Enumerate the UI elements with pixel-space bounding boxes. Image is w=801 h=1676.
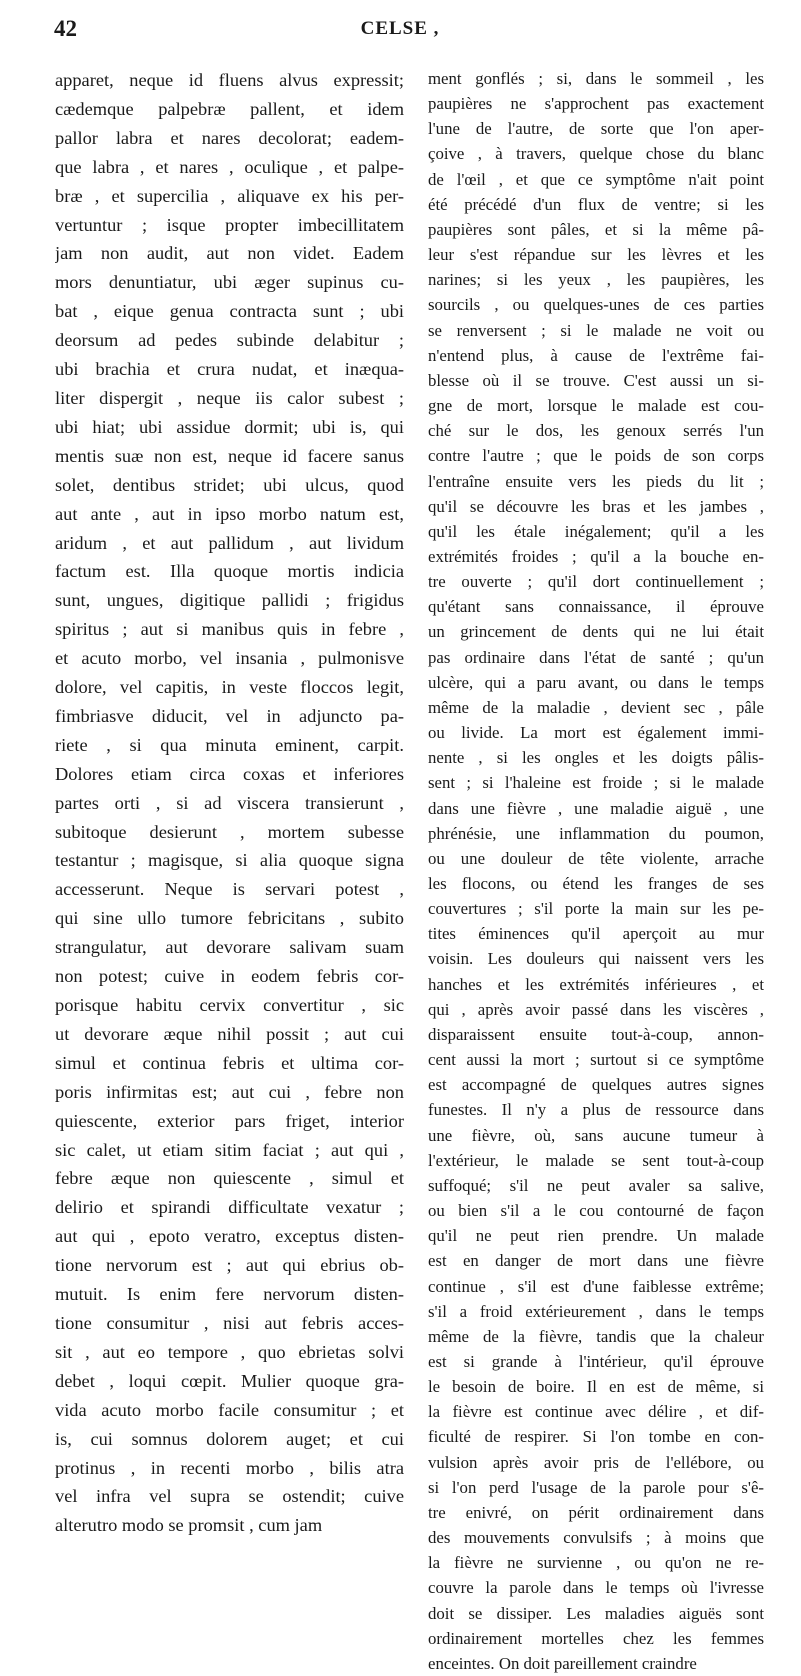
text-line: ut devorare æque nihil possit ; aut cui <box>55 1023 404 1044</box>
text-line: testantur ; magisque, si alia quoque signa <box>55 850 404 871</box>
french-text-column <box>428 66 764 1676</box>
text-line: bat , eique genua contracta sunt ; ubi <box>55 301 404 322</box>
text-line: de l'œil , et que ce symptôme n'ait point <box>428 169 764 189</box>
text-line: çoive , à travers, quelque chose du blanc <box>428 144 764 164</box>
text-line: si l'on perd l'usage de la parole pour s'ê- <box>428 1477 764 1497</box>
text-line: qui sine ullo tumore febricitans , subito <box>55 908 404 929</box>
text-line: couvre la parole dans le temps où l'ivresse <box>428 1578 764 1598</box>
text-line: un grincement de dents qui ne lui était <box>428 622 764 642</box>
text-line: paupières sont pâles, et si la même pâ- <box>428 219 764 239</box>
text-line: riete , si qua minuta eminent, carpit. <box>55 734 404 755</box>
text-line: fimbriasve diducit, vel in adjuncto pa- <box>55 705 404 726</box>
text-line: dans une fièvre , une maladie aiguë , une <box>428 798 764 818</box>
text-line: is, cui somnus dolorem auget; et cui <box>55 1428 404 1449</box>
text-line: aridum , et aut pallidum , aut lividum <box>55 532 404 553</box>
page-number: 42 <box>54 16 77 41</box>
text-line: doit se dissiper. Les maladies aiguës sont <box>428 1603 764 1623</box>
text-line: hanches et les extrémités inférieures , et <box>428 974 764 994</box>
text-line: les flocons, ou étend les franges de ses <box>428 874 764 893</box>
text-line: ulcère, qui a paru avant, ou dans le temps <box>428 672 764 692</box>
text-line: ordinairement mortelles chez les femmes <box>428 1628 764 1648</box>
text-line: mentis suæ non est, neque id facere sanus <box>55 445 404 466</box>
text-line: tre ouverte ; qu'il dort continuellement ; <box>428 572 764 592</box>
text-line: porisque habitu cervix convertitur , sic <box>55 995 404 1015</box>
text-line: tre enivré, on périt ordinairement dans <box>428 1502 764 1522</box>
text-line: l'une de l'autre, de sorte que l'on aper- <box>428 119 764 139</box>
text-line: vulsion après avoir pris de l'ellébore, ou <box>428 1452 764 1472</box>
text-line: contre l'autre ; que le poids de son corps <box>428 446 764 466</box>
text-line: subitoque desierunt , mortem subesse <box>55 821 404 842</box>
text-line: phrénésie, une inflammation du poumon, <box>428 823 764 843</box>
text-line: solet, dentibus stridet; ubi ulcus, quod <box>55 474 404 495</box>
text-line: tites éminences qu'il aperçoit au mur <box>428 924 764 944</box>
text-line: s'il a froid extérieurement , dans le temps <box>428 1301 764 1321</box>
text-line: quiescente, exterior pars friget, interior <box>55 1110 404 1131</box>
text-line: aut qui , epoto veratro, exceptus disten- <box>55 1226 404 1247</box>
text-line: ment gonflés ; si, dans le sommeil , les <box>428 69 764 88</box>
text-line: sic calet, ut etiam sitim faciat ; aut qui , <box>55 1139 404 1160</box>
text-line: partes orti , si ad viscera transierunt , <box>55 792 404 813</box>
text-line: ou bien s'il a le cou contourné de façon <box>428 1201 764 1221</box>
text-line: narines; si les yeux , les paupières, les <box>428 270 764 290</box>
text-line: la fièvre ne survienne , ou qu'on ne re- <box>428 1553 764 1573</box>
text-line: gne de mort, lorsque le malade est cou- <box>428 396 764 416</box>
text-line: sent ; si l'haleine est froide ; si le malade <box>428 773 764 793</box>
text-line: bræ , et supercilia , aliquave ex his per- <box>55 185 404 206</box>
text-line: liter dispergit , neque iis calor subest ; <box>55 387 404 408</box>
text-line: ubi hiat; ubi assidue dormit; ubi is, qui <box>55 416 404 437</box>
text-line: funestes. Il n'y a plus de ressource dans <box>428 1100 764 1120</box>
text-line: non potest; cuive in eodem febris cor- <box>55 966 404 987</box>
text-line: mors denuntiatur, ubi æger supinus cu- <box>55 272 404 293</box>
text-line: ou une douleur de tête violente, arrache <box>428 848 764 868</box>
text-line: est accompagné de quelques autres signes <box>428 1075 764 1095</box>
text-line: voisin. Les douleurs qui naissent vers les <box>428 949 764 969</box>
text-line: disparaissent ensuite tout-à-coup, annon- <box>428 1024 764 1044</box>
text-line: même de la maladie , devient sec , pâle <box>428 697 764 717</box>
text-line: aut ante , aut in ipso morbo natum est, <box>55 503 404 524</box>
text-line: qu'il les étale inégalement; qu'il a les <box>428 521 764 541</box>
text-line: vel infra vel supra se ostendit; cuive <box>55 1486 404 1507</box>
text-line: cædemque palpebræ pallent, et idem <box>55 98 404 119</box>
text-line: se renversent ; si le malade ne voit ou <box>428 320 764 340</box>
text-line: accesserunt. Neque is servari potest , <box>55 879 404 900</box>
text-line: que labra , et nares , oculique , et palpe- <box>55 156 404 177</box>
text-line: cent aussi la mort ; surtout si ce symptôme <box>428 1050 764 1070</box>
text-line: enceintes. On doit pareillement craindre <box>428 1653 697 1673</box>
text-line: le besoin de boire. Il en est de même, si <box>428 1377 764 1397</box>
text-line: protinus , in recenti morbo , bilis atra <box>55 1457 404 1478</box>
text-line: extrémités froides ; qu'il a la bouche en- <box>428 546 764 566</box>
text-line: qu'il se découvre les bras et les jambes , <box>428 496 764 516</box>
text-line: delirio et spirandi difficultate vexatur ; <box>55 1197 404 1218</box>
text-line: deorsum ad pedes subinde delabitur ; <box>55 330 404 351</box>
text-line: tione nervorum est ; aut qui ebrius ob- <box>55 1255 404 1276</box>
text-line: pas ordinaire dans l'état de santé ; qu'un <box>428 647 764 667</box>
text-line: suffoqué; s'il ne peut avaler sa salive, <box>428 1175 764 1195</box>
text-line: febre æque non quiescente , simul et <box>55 1168 404 1189</box>
text-line: spiritus ; aut si manibus quis in febre , <box>55 619 404 640</box>
text-line: factum est. Illa quoque mortis indicia <box>55 561 404 582</box>
text-line: simul et continua febris et ultima cor- <box>55 1052 404 1073</box>
text-line: poris infirmitas est; aut cui , febre non <box>55 1081 404 1102</box>
text-line: apparet, neque id fluens alvus expressit; <box>55 70 404 90</box>
text-line: n'entend plus, à cause de l'extrême fai- <box>428 345 764 365</box>
text-line: sit , aut eo tempore , quo ebrietas solvi <box>55 1341 404 1362</box>
text-line: est en danger de mort dans une fièvre <box>428 1251 764 1271</box>
text-line: strangulatur, aut devorare salivam suam <box>55 937 404 958</box>
text-line: jam non audit, aut non videt. Eadem <box>55 243 404 264</box>
text-line: couvertures ; s'il porte la main sur les pe- <box>428 899 764 919</box>
text-line: leur s'est répandue sur les lèvres et les <box>428 245 764 265</box>
text-line: est si grande à l'intérieur, qu'il éprouve <box>428 1351 764 1371</box>
text-line: et acuto morbo, vel insania , pulmonisve <box>55 648 404 669</box>
text-line: blesse où il se trouve. C'est aussi un si- <box>428 370 764 390</box>
text-line: une fièvre, où, sans aucune tumeur à <box>428 1125 764 1145</box>
text-line: été précédé d'un flux de ventre; si les <box>428 194 764 214</box>
latin-text-column <box>55 66 404 1540</box>
text-line: l'entraîne ensuite vers les pieds du lit ; <box>428 471 764 491</box>
text-line: mutuit. Is enim fere nervorum disten- <box>55 1284 404 1305</box>
text-line: vida acuto morbo facile consumitur ; et <box>55 1399 404 1420</box>
text-line: dolore, vel capitis, in veste floccos legit, <box>55 677 404 698</box>
text-line: Dolores etiam circa coxas et inferiores <box>55 763 404 784</box>
text-line: la fièvre est continue avec délire , et dif- <box>428 1402 764 1422</box>
text-line: vertuntur ; isque propter imbecillitatem <box>55 214 404 235</box>
text-line: paupières ne s'approchent pas exactement <box>428 94 764 114</box>
text-line: ché sur le dos, les genoux serrés l'un <box>428 421 764 441</box>
text-line: ou livide. La mort est également immi- <box>428 723 764 743</box>
text-line: qu'étant sans connaissance, il éprouve <box>428 597 764 617</box>
text-line: sourcils , ou quelques-unes de ces parties <box>428 295 764 315</box>
page-header <box>50 16 750 52</box>
running-title: CELSE , <box>360 18 440 39</box>
text-line: des mouvements convulsifs ; à moins que <box>428 1528 764 1548</box>
text-line: continue , s'il est d'une faiblesse extrême; <box>428 1276 764 1296</box>
text-line: ubi brachia et crura nudat, et inæqua- <box>55 359 404 380</box>
text-line: qui , après avoir passé dans les viscères , <box>428 999 764 1019</box>
text-line: tione consumitur , nisi aut febris acces- <box>55 1312 404 1333</box>
text-line: alterutro modo se promsit , cum jam <box>55 1515 323 1536</box>
text-line: debet , loqui cœpit. Mulier quoque gra- <box>55 1370 404 1391</box>
text-line: pallor labra et nares decolorat; eadem- <box>55 127 404 148</box>
text-line: même de la fièvre, tandis que la chaleur <box>428 1326 764 1346</box>
text-line: sunt, ungues, digitique pallidi ; frigidus <box>55 590 404 611</box>
text-line: qu'il ne peut rien prendre. Un malade <box>428 1226 764 1246</box>
text-line: nente , si les ongles et les doigts pâlis- <box>428 748 764 768</box>
text-line: ficulté de respirer. Si l'on tombe en con- <box>428 1427 764 1447</box>
text-line: l'extérieur, le malade se sent tout-à-coup <box>428 1150 764 1170</box>
